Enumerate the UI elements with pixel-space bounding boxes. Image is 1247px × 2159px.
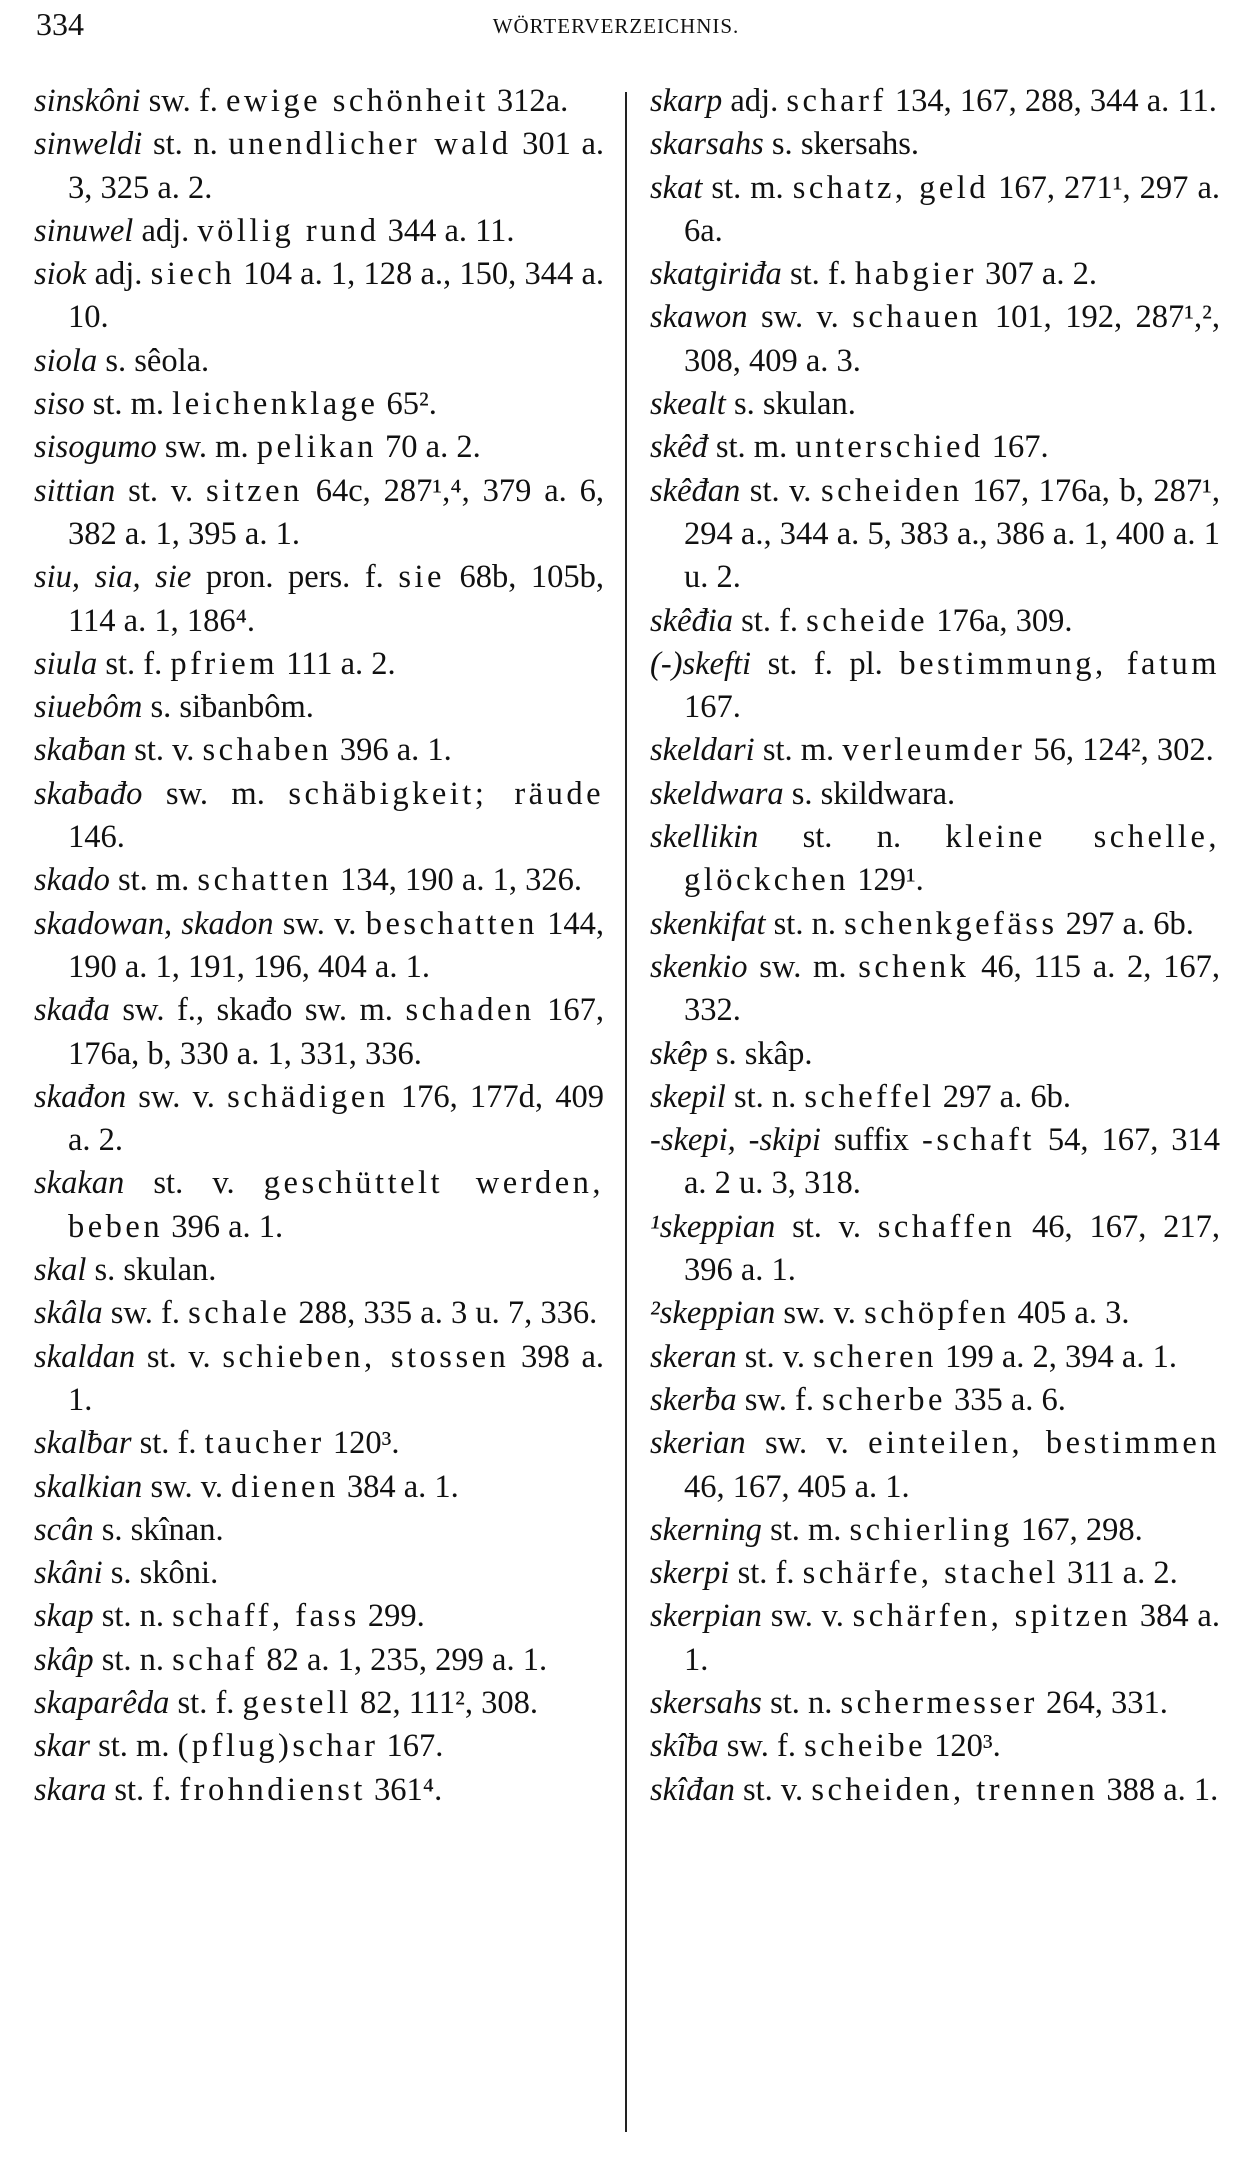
entry-definition: scheren	[813, 1338, 937, 1375]
entry-lemma: skarsahs	[650, 126, 764, 163]
entry-lemma: skerian	[650, 1425, 746, 1462]
dictionary-entry	[650, 167, 1220, 254]
entry-grammar: sw. v.	[783, 1295, 856, 1332]
entry-references: 388 a. 1.	[1106, 1771, 1219, 1808]
entry-grammar: st. f.	[105, 645, 163, 682]
entry-lemma: skatgiriđa	[650, 256, 782, 293]
dictionary-entry	[650, 1033, 1220, 1076]
entry-definition: unendlicher wald	[228, 126, 512, 163]
dictionary-entry	[650, 296, 1220, 383]
entry-references: 335 a. 6.	[954, 1381, 1066, 1418]
entry-lemma: skâp	[34, 1641, 94, 1678]
dictionary-entry	[650, 1682, 1220, 1725]
entry-references: 54, 167, 314 a. 2 u. 3, 318.	[684, 1122, 1220, 1202]
dictionary-entry	[34, 1076, 604, 1163]
entry-references: skersahs.	[800, 126, 920, 163]
entry-references: 82 a. 1, 235, 299 a. 1.	[266, 1641, 548, 1678]
entry-grammar: st. f.	[177, 1684, 235, 1721]
entry-definition: einteilen, bestimmen	[868, 1425, 1221, 1462]
entry-grammar: sw. m.	[165, 775, 265, 812]
entry-references: 46, 167, 405 a. 1.	[684, 1468, 910, 1505]
entry-references: 134, 190 a. 1, 326.	[340, 862, 582, 899]
dictionary-entry	[34, 1725, 604, 1768]
dictionary-entry	[34, 729, 604, 772]
dictionary-entry	[34, 1292, 604, 1335]
right-column	[650, 80, 1220, 1812]
entry-definition: sie	[398, 559, 445, 596]
entry-lemma: skađa	[34, 992, 110, 1029]
dictionary-entry	[34, 1509, 604, 1552]
dictionary-entry	[650, 1379, 1220, 1422]
entry-references: 167.	[991, 429, 1049, 466]
entry-grammar: s.	[94, 1252, 116, 1289]
entry-definition: beschatten	[365, 905, 538, 942]
entry-references: 101, 192, 287¹,², 308, 409 a. 3.	[684, 299, 1221, 379]
entry-definition: geschüttelt werden, beben	[68, 1165, 605, 1245]
entry-references: 344 a. 11.	[387, 212, 515, 249]
entry-grammar: sw. f.	[726, 1728, 796, 1765]
dictionary-entry	[650, 773, 1220, 816]
entry-definition: scheiden, trennen	[811, 1771, 1099, 1808]
entry-definition: taucher	[204, 1425, 325, 1462]
entry-references: 167, 176a, b, 287¹, 294 a., 344 a. 5, 383 a., 386 a. 1, 400 a. 1 u. 2.	[684, 472, 1220, 596]
entry-grammar: adj.	[141, 212, 190, 249]
entry-references: 111 a. 2.	[286, 645, 396, 682]
entry-definition: verleumder	[842, 732, 1026, 769]
entry-references: 167.	[386, 1728, 444, 1765]
entry-references: 312a.	[496, 83, 569, 119]
entry-definition: scheide	[806, 602, 929, 639]
entry-grammar: st. n.	[802, 819, 902, 856]
entry-references: 144, 190 a. 1, 191, 196, 404 a. 1.	[68, 905, 605, 985]
dictionary-entry	[34, 773, 604, 860]
dictionary-entry	[650, 1292, 1220, 1335]
entry-lemma: sinweldi	[34, 126, 143, 163]
entry-grammar: pron. pers. f.	[205, 559, 384, 596]
entry-references: 384 a. 1.	[684, 1598, 1220, 1678]
entry-grammar: adj.	[94, 256, 143, 293]
dictionary-entry	[34, 210, 604, 253]
entry-lemma: sittian	[34, 472, 116, 509]
entry-references: 120³.	[934, 1728, 1001, 1765]
dictionary-entry	[650, 1509, 1220, 1552]
entry-definition: frohndienst	[179, 1771, 366, 1808]
entry-lemma: siola	[34, 342, 98, 379]
entry-lemma: skar	[34, 1728, 90, 1765]
entry-references: 129¹.	[857, 862, 924, 899]
dictionary-entry	[650, 470, 1220, 600]
entry-references: 264, 331.	[1045, 1684, 1168, 1721]
running-title: WÖRTERVERZEICHNIS.	[492, 14, 740, 38]
entry-references: skôni.	[139, 1555, 219, 1592]
entry-grammar: s.	[110, 1555, 132, 1592]
entry-lemma: skara	[34, 1771, 107, 1808]
dictionary-entry	[34, 1249, 604, 1292]
dictionary-entry	[34, 470, 604, 557]
entry-definition: scharf	[786, 83, 887, 119]
entry-grammar: sw. f.	[110, 1295, 180, 1332]
dictionary-entry	[34, 903, 604, 990]
column-divider	[625, 92, 627, 2132]
dictionary-entry	[650, 426, 1220, 469]
entry-grammar: sw. v.	[765, 1425, 849, 1462]
entry-lemma: skêđan	[650, 472, 741, 509]
entry-grammar: sw. v.	[150, 1468, 223, 1505]
entry-grammar: st. m.	[98, 1728, 170, 1765]
entry-references: 176a, 309.	[936, 602, 1073, 639]
entry-grammar: s.	[771, 126, 793, 163]
entry-references: 167, 176a, b, 330 a. 1, 331, 336.	[68, 992, 605, 1072]
entry-grammar: st. n.	[152, 126, 218, 163]
entry-lemma: skaparêda	[34, 1684, 170, 1721]
entry-grammar: sw. f.	[148, 83, 218, 119]
entry-references: 311 a. 2.	[1067, 1555, 1178, 1592]
entry-lemma: siula	[34, 645, 98, 682]
entry-references: 199 a. 2, 394 a. 1.	[944, 1338, 1177, 1375]
entry-lemma: ²skeppian	[650, 1295, 776, 1332]
entry-references: 297 a. 6b.	[1065, 905, 1194, 942]
dictionary-entry	[34, 1595, 604, 1638]
entry-grammar: st. n.	[773, 905, 836, 942]
entry-grammar: st. v.	[146, 1338, 211, 1375]
entry-lemma: (-)skefti	[650, 645, 752, 682]
dictionary-entry	[34, 1552, 604, 1595]
dictionary-entry	[650, 80, 1220, 123]
dictionary-entry	[34, 80, 604, 123]
entry-lemma: skat	[650, 169, 703, 206]
entry-grammar: sw. v.	[138, 1078, 215, 1115]
entry-references: 120³.	[332, 1425, 400, 1462]
entry-lemma: skap	[34, 1598, 94, 1635]
entry-references: 56, 124², 302.	[1033, 732, 1214, 769]
entry-grammar: s.	[791, 775, 813, 812]
entry-grammar: st. f.	[114, 1771, 172, 1808]
entry-lemma: skâla	[34, 1295, 103, 1332]
left-column	[34, 80, 604, 1812]
entry-references: 405 a. 3.	[1017, 1295, 1130, 1332]
page-header	[36, 6, 1196, 46]
entry-grammar: s.	[101, 1511, 123, 1548]
entry-lemma: siuebôm	[34, 689, 143, 726]
dictionary-entry	[34, 1466, 604, 1509]
entry-references: 361⁴.	[374, 1771, 443, 1808]
entry-definition: schenkgefäss	[844, 905, 1058, 942]
entry-lemma: siso	[34, 386, 85, 423]
entry-definition: ewige schönheit	[226, 83, 489, 119]
entry-lemma: skersahs	[650, 1684, 762, 1721]
entry-definition: schaffen	[877, 1208, 1016, 1245]
entry-definition: siech	[150, 256, 235, 293]
entry-references: 299.	[367, 1598, 425, 1635]
dictionary-entry	[650, 1769, 1220, 1812]
entry-references: 70 a. 2.	[385, 429, 481, 466]
dictionary-entry	[34, 1422, 604, 1465]
entry-lemma: siok	[34, 256, 87, 293]
entry-references: skînan.	[130, 1511, 224, 1548]
dictionary-entry	[650, 123, 1220, 166]
entry-definition: scherbe	[822, 1381, 946, 1418]
entry-definition: schauen	[852, 299, 982, 336]
entry-lemma: sinskôni	[34, 83, 141, 119]
dictionary-entry	[34, 426, 604, 469]
entry-definition: schierling	[849, 1511, 1013, 1548]
entry-grammar: st. n.	[733, 1078, 797, 1115]
entry-references: 64c, 287¹,⁴, 379 a. 6, 382 a. 1, 395 a. 1.	[68, 472, 605, 552]
entry-lemma: skalƀar	[34, 1425, 132, 1462]
dictionary-entry	[650, 1422, 1220, 1509]
entry-grammar: st. n.	[101, 1598, 165, 1635]
entry-references: 104 a. 1, 128 a., 150, 344 a. 10.	[68, 256, 605, 336]
entry-definition: (pflug)schar	[177, 1728, 379, 1765]
entry-references: 46, 167, 217, 396 a. 1.	[684, 1208, 1220, 1289]
entry-grammar: st. f. pl.	[767, 645, 883, 682]
dictionary-entry	[34, 1769, 604, 1812]
entry-lemma: skâni	[34, 1555, 103, 1592]
dictionary-entry	[34, 1682, 604, 1725]
entry-grammar: sw. m.	[759, 948, 847, 985]
entry-definition: pfriem	[170, 645, 278, 682]
entry-references: 65².	[386, 386, 437, 423]
entry-lemma: sisogumo	[34, 429, 157, 466]
entry-grammar: st. v.	[792, 1208, 861, 1245]
entry-definition: schaben	[202, 732, 332, 769]
entry-lemma: skerpian	[650, 1598, 762, 1635]
entry-references: 146.	[68, 819, 125, 856]
entry-lemma: skellikin	[650, 819, 759, 856]
entry-lemma: skêđia	[650, 602, 734, 639]
entry-lemma: skeran	[650, 1338, 737, 1375]
entry-references: 396 a. 1.	[171, 1208, 284, 1245]
dictionary-entry	[34, 643, 604, 686]
dictionary-entry	[650, 816, 1220, 903]
entry-definition: pelikan	[256, 429, 377, 466]
dictionary-entry	[34, 686, 604, 729]
entry-definition: leichenklage	[172, 386, 379, 423]
entry-grammar: sw. m.	[164, 429, 249, 466]
dictionary-entry	[650, 729, 1220, 772]
entry-lemma: skerpi	[650, 1555, 730, 1592]
entry-grammar: st. m.	[711, 169, 784, 206]
entry-references: 167, 298.	[1020, 1511, 1143, 1548]
entry-lemma: skealt	[650, 386, 726, 423]
entry-grammar: st. v.	[744, 1338, 805, 1375]
entry-lemma: skaƀan	[34, 732, 127, 769]
entry-definition: -schaft	[922, 1122, 1035, 1159]
entry-lemma: skepil	[650, 1078, 726, 1115]
entry-lemma: skîƀa	[650, 1728, 719, 1765]
entry-grammar: st. n.	[101, 1641, 165, 1678]
entry-definition: schädigen	[227, 1078, 389, 1115]
entry-grammar: sw. v.	[770, 1598, 844, 1635]
entry-definition: schöpfen	[864, 1295, 1010, 1332]
entry-lemma: skarp	[650, 83, 723, 119]
entry-references: 398 a. 1.	[68, 1338, 604, 1418]
dictionary-entry	[650, 1119, 1220, 1206]
entry-references: skildwara.	[820, 775, 956, 812]
entry-lemma: skadowan, skadon	[34, 905, 274, 942]
entry-references: skulan.	[123, 1252, 217, 1289]
dictionary-entry	[650, 643, 1220, 730]
entry-lemma: siu, sia, sie	[34, 559, 192, 596]
entry-grammar: s.	[150, 689, 172, 726]
entry-lemma: skaƀađo	[34, 775, 143, 812]
entry-grammar: st. f.	[139, 1425, 197, 1462]
entry-references: skulan.	[762, 386, 856, 423]
entry-lemma: skalkian	[34, 1468, 143, 1505]
entry-grammar: st. v.	[153, 1165, 235, 1202]
entry-definition: schatten	[197, 862, 332, 899]
entry-references: 307 a. 2.	[985, 256, 1097, 293]
entry-references: 82, 111², 308.	[360, 1684, 538, 1721]
dictionary-entry	[34, 859, 604, 902]
entry-definition: schermesser	[840, 1684, 1038, 1721]
dictionary-entry	[34, 123, 604, 210]
entry-lemma: skerƀa	[650, 1381, 737, 1418]
entry-references: 134, 167, 288, 344 a. 11.	[894, 83, 1217, 119]
entry-lemma: skeldari	[650, 732, 755, 769]
entry-definition: schäbigkeit; räude	[288, 775, 605, 812]
dictionary-entry	[34, 1639, 604, 1682]
entry-references: sêola.	[134, 342, 210, 379]
dictionary-entry	[650, 1725, 1220, 1768]
entry-lemma: skenkifat	[650, 905, 766, 942]
entry-grammar: adj.	[730, 83, 779, 119]
entry-lemma: -skepi, -skipi	[650, 1122, 821, 1159]
entry-grammar: sw. f., skađo sw. m.	[122, 992, 393, 1029]
dictionary-entry	[650, 1595, 1220, 1682]
dictionary-entry	[34, 1162, 604, 1249]
entry-grammar: sw. v.	[760, 299, 839, 336]
entry-grammar: sw. v.	[282, 905, 357, 942]
entry-grammar: st. v.	[742, 1771, 804, 1808]
entry-definition: schenk	[858, 948, 970, 985]
entry-grammar: st. n.	[770, 1684, 833, 1721]
entry-lemma: skakan	[34, 1165, 125, 1202]
entry-grammar: s.	[105, 342, 127, 379]
dictionary-entry	[650, 1552, 1220, 1595]
entry-definition: schale	[188, 1295, 291, 1332]
entry-references: 384 a. 1.	[346, 1468, 459, 1505]
entry-grammar: st. v.	[749, 472, 812, 509]
entry-lemma: skêp	[650, 1035, 708, 1072]
entry-references: 167, 271¹, 297 a. 6a.	[684, 169, 1220, 249]
dictionary-entry	[650, 946, 1220, 1033]
entry-definition: schaff, fass	[172, 1598, 360, 1635]
dictionary-entry	[650, 600, 1220, 643]
entry-references: 301 a. 3, 325 a. 2.	[68, 126, 604, 206]
entry-grammar: st. m.	[715, 429, 788, 466]
entry-grammar: s.	[733, 386, 755, 423]
entry-definition: sitzen	[206, 472, 303, 509]
entry-lemma: skenkio	[650, 948, 748, 985]
entry-references: siƀanbôm.	[179, 689, 314, 726]
entry-definition: habgier	[854, 256, 977, 293]
entry-lemma: ¹skeppian	[650, 1208, 776, 1245]
entry-definition: bestimmung, fatum	[899, 645, 1220, 682]
entry-references: 68b, 105b, 114 a. 1, 186⁴.	[68, 559, 604, 639]
entry-references: 46, 115 a. 2, 167, 332.	[684, 948, 1221, 1029]
entry-grammar: s.	[715, 1035, 737, 1072]
entry-lemma: skado	[34, 862, 110, 899]
entry-lemma: skawon	[650, 299, 748, 336]
entry-grammar: st. m.	[770, 1511, 842, 1548]
entry-references: 167.	[684, 689, 741, 726]
dictionary-entry	[34, 253, 604, 340]
entry-lemma: skađon	[34, 1078, 127, 1115]
dictionary-entry	[650, 383, 1220, 426]
entry-definition: kleine schelle, glöckchen	[684, 819, 1220, 899]
entry-definition: scheffel	[804, 1078, 935, 1115]
entry-grammar: st. v.	[128, 472, 194, 509]
entry-lemma: skeldwara	[650, 775, 784, 812]
entry-definition: schärfe, stachel	[802, 1555, 1059, 1592]
dictionary-entry	[650, 253, 1220, 296]
entry-definition: schieben, stossen	[222, 1338, 510, 1375]
entry-grammar: st. m.	[117, 862, 190, 899]
entry-lemma: skaldan	[34, 1338, 136, 1375]
entry-definition: schaden	[405, 992, 535, 1029]
entry-definition: schaf	[172, 1641, 259, 1678]
entry-references: 176, 177d, 409 a. 2.	[68, 1078, 604, 1159]
entry-grammar: st. m.	[92, 386, 165, 423]
entry-references: 288, 335 a. 3 u. 7, 336.	[298, 1295, 598, 1332]
entry-grammar: st. f.	[737, 1555, 795, 1592]
entry-references: skâp.	[744, 1035, 813, 1072]
entry-references: 297 a. 6b.	[942, 1078, 1071, 1115]
dictionary-entry	[34, 1336, 604, 1423]
entry-references: 396 a. 1.	[339, 732, 452, 769]
dictionary-entry	[34, 556, 604, 643]
entry-grammar: st. v.	[134, 732, 195, 769]
entry-lemma: sinuwel	[34, 212, 134, 249]
entry-grammar: st. f.	[741, 602, 799, 639]
entry-definition: scheiden	[820, 472, 963, 509]
dictionary-entry	[34, 989, 604, 1076]
entry-lemma: skîđan	[650, 1771, 735, 1808]
page-number: 334	[36, 6, 84, 42]
entry-grammar: st. m.	[762, 732, 835, 769]
entry-definition: schatz, geld	[792, 169, 990, 206]
entry-lemma: skerning	[650, 1511, 762, 1548]
dictionary-entry	[34, 383, 604, 426]
dictionary-entry	[650, 1206, 1220, 1293]
dictionary-entry	[650, 903, 1220, 946]
entry-lemma: skêđ	[650, 429, 708, 466]
entry-grammar: sw. f.	[744, 1381, 814, 1418]
entry-definition: schärfen, spitzen	[852, 1598, 1132, 1635]
entry-definition: gestell	[242, 1684, 352, 1721]
dictionary-entry	[650, 1076, 1220, 1119]
entry-definition: unterschied	[795, 429, 984, 466]
entry-grammar: suffix	[833, 1122, 910, 1159]
dictionary-entry	[34, 340, 604, 383]
entry-definition: dienen	[231, 1468, 339, 1505]
entry-definition: scheibe	[804, 1728, 927, 1765]
entry-lemma: scân	[34, 1511, 94, 1548]
entry-grammar: st. f.	[789, 256, 847, 293]
entry-lemma: skal	[34, 1252, 87, 1289]
dictionary-entry	[650, 1336, 1220, 1379]
entry-definition: völlig rund	[197, 212, 380, 249]
